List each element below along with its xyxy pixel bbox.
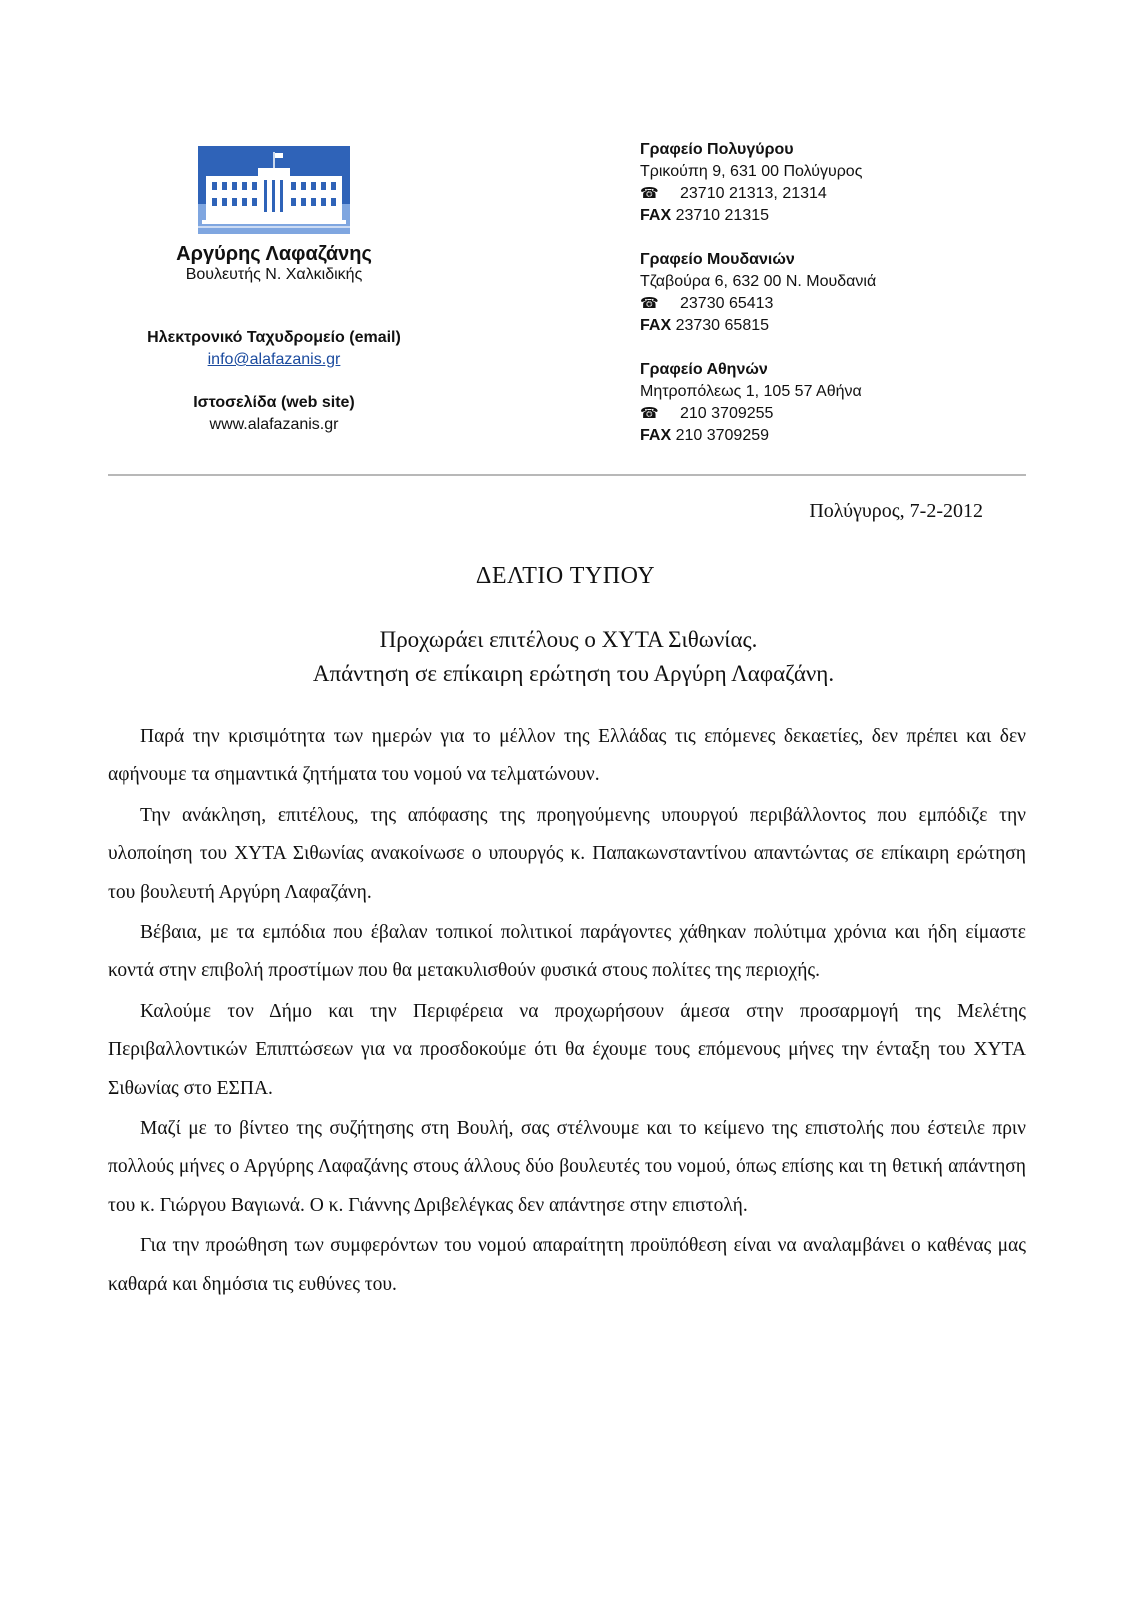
- office-title: Γραφείο Πολυγύρου: [640, 141, 794, 158]
- website-label: Ιστοσελίδα (web site): [193, 394, 355, 411]
- office-fax: 210 3709259: [675, 427, 770, 444]
- phone-icon: ☎: [640, 295, 659, 312]
- office-athens: [640, 359, 862, 447]
- paragraph: Για την προώθηση των συμφερόντων του νομού απαραίτητη προϋπόθεση είναι να αναλαμβάνει ο καθένας μας καθαρά και δημόσια τις ευθύνες του.: [108, 1235, 1026, 1295]
- paragraph: Παρά την κρισιμότητα των ημερών για το μέλλον της Ελλάδας τις επόμενες δεκαετίες, δεν πρέπει και δεν αφήνουμε τα σημαντικά ζητήματα του νομού να τελματώνουν.: [108, 726, 1026, 786]
- paragraph: Βέβαια, με τα εμπόδια που έβαλαν τοπικοί πολιτικοί παράγοντες χάθηκαν πολύτιμα χρόνια και ήδη είμαστε κοντά στην επιβολή προστίμων που θα μετακυλισθούν φυσικά στους πολίτες της περιοχής.: [108, 922, 1026, 982]
- website-url[interactable]: www.alafazanis.gr: [209, 416, 339, 433]
- email-label: Ηλεκτρονικό Ταχυδρομείο (email): [147, 329, 401, 346]
- paragraph: Μαζί με το βίντεο της συζήτησης στη Βουλή, σας στέλνουμε και το κείμενο της επιστολής που έστειλε πριν πολλούς μήνες ο Αργύρης Λαφαζάνης στους άλλους δύο βουλευτές του νομού, όπως επίσης και τη θετική απάντηση του κ. Γιώργου Βαγιωνά. Ο κ. Γιάννης Δριβελέγκας δεν απάντησε στην επιστολή.: [108, 1118, 1026, 1216]
- office-address: Μητροπόλεως 1, 105 57 Αθήνα: [640, 383, 862, 400]
- office-polygyros: [640, 139, 862, 227]
- office-address: Τρικούπη 9, 631 00 Πολύγυρος: [640, 163, 863, 180]
- body-text: [108, 718, 1026, 1306]
- office-moudania: [640, 249, 876, 337]
- sender-name: Αργύρης Λαφαζάνης: [176, 243, 372, 265]
- phone-icon: ☎: [640, 185, 659, 202]
- office-fax: 23710 21315: [675, 207, 770, 224]
- paragraph: Καλούμε τον Δήμο και την Περιφέρεια να προχωρήσουν άμεσα στην προσαρμογή της Μελέτης Περιβαλλοντικών Επιπτώσεων για να προσδοκούμε ότι θα έχουμε τους επόμενους μήνες την ένταξη του ΧΥΤΑ Σιθωνίας στο ΕΣΠΑ.: [108, 1000, 1026, 1099]
- email-link[interactable]: info@alafazanis.gr: [207, 351, 341, 368]
- office-phone: 23710 21313, 21314: [680, 185, 827, 202]
- office-phone: 23730 65413: [680, 295, 774, 312]
- office-fax: 23730 65815: [675, 317, 770, 334]
- subtitle-line-2: Απάντηση σε επίκαιρη ερώτηση του Αργύρη Λαφαζάνη.: [312, 661, 835, 686]
- office-address: Τζαβούρα 6, 632 00 Ν. Μουδανιά: [640, 273, 877, 290]
- document-date: Πολύγυρος, 7-2-2012: [809, 500, 983, 522]
- document-heading: ΔΕΛΤΙΟ ΤΥΠΟΥ: [475, 563, 656, 589]
- parliament-building-icon: [198, 146, 350, 234]
- fax-label: FAX: [640, 207, 672, 224]
- fax-label: FAX: [640, 427, 672, 444]
- fax-label: FAX: [640, 317, 672, 334]
- office-phone: 210 3709255: [680, 405, 774, 422]
- phone-icon: ☎: [640, 405, 659, 422]
- office-title: Γραφείο Αθηνών: [640, 361, 768, 378]
- paragraph: Την ανάκληση, επιτέλους, της απόφασης της προηγούμενης υπουργού περιβάλλοντος που εμπόδιζε την υλοποίηση του ΧΥΤΑ Σιθωνίας ανακοίνωσε ο υπουργός κ. Παπακωνσταντίνου απαντώντας σε επίκαιρη ερώτηση του βουλευτή Αργύρη Λαφαζάνη.: [108, 804, 1026, 903]
- header-divider: [108, 474, 1026, 476]
- office-title: Γραφείο Μουδανιών: [640, 251, 795, 268]
- subtitle-line-1: Προχωράει επιτέλους ο ΧΥΤΑ Σιθωνίας.: [379, 627, 758, 652]
- sender-role: Βουλευτής Ν. Χαλκιδικής: [185, 266, 363, 283]
